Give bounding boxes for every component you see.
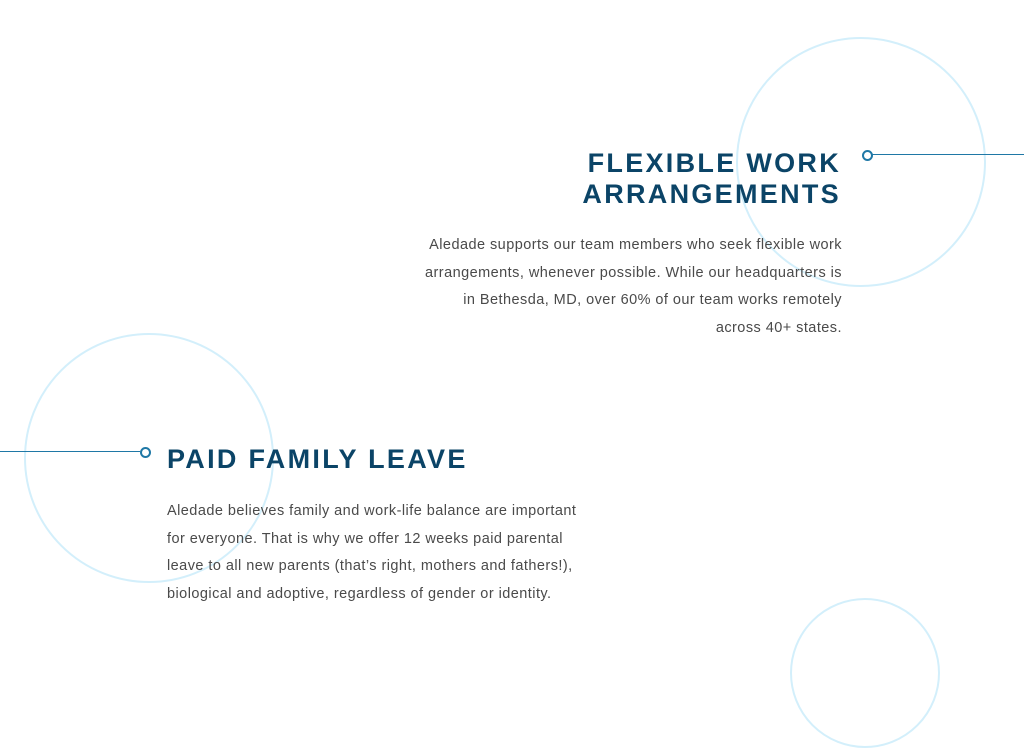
connector-dot-icon [862, 150, 873, 161]
description-line: for everyone. That is why we offer 12 weeks paid parental [167, 530, 563, 547]
flexible-work-heading [421, 148, 841, 210]
connector-line-left [0, 451, 140, 452]
paid-family-leave-heading: PAID FAMILY LEAVE [167, 444, 468, 474]
connector-line-top [870, 154, 1024, 155]
description-line: in Bethesda, MD, over 60% of our team works remotely [463, 292, 842, 308]
description-line: Aledade supports our team members who seek flexible work [429, 237, 842, 253]
connector-dot-icon [140, 447, 151, 458]
decorative-circle-bottom [790, 598, 940, 748]
description-line: Aledade believes family and work-life balance are important [167, 503, 577, 519]
heading-line: FLEXIBLE WORK [587, 148, 841, 178]
description-line: arrangements, whenever possible. While our headquarters is [425, 264, 842, 281]
paid-family-leave-description [167, 498, 627, 608]
description-line: biological and adoptive, regardless of gender or identity. [167, 585, 552, 602]
flexible-work-description [382, 232, 842, 342]
heading-line: ARRANGEMENTS [582, 179, 841, 209]
description-line: across 40+ states. [715, 319, 842, 336]
description-line: leave to all new parents (that’s right, mothers and fathers!), [167, 558, 573, 574]
